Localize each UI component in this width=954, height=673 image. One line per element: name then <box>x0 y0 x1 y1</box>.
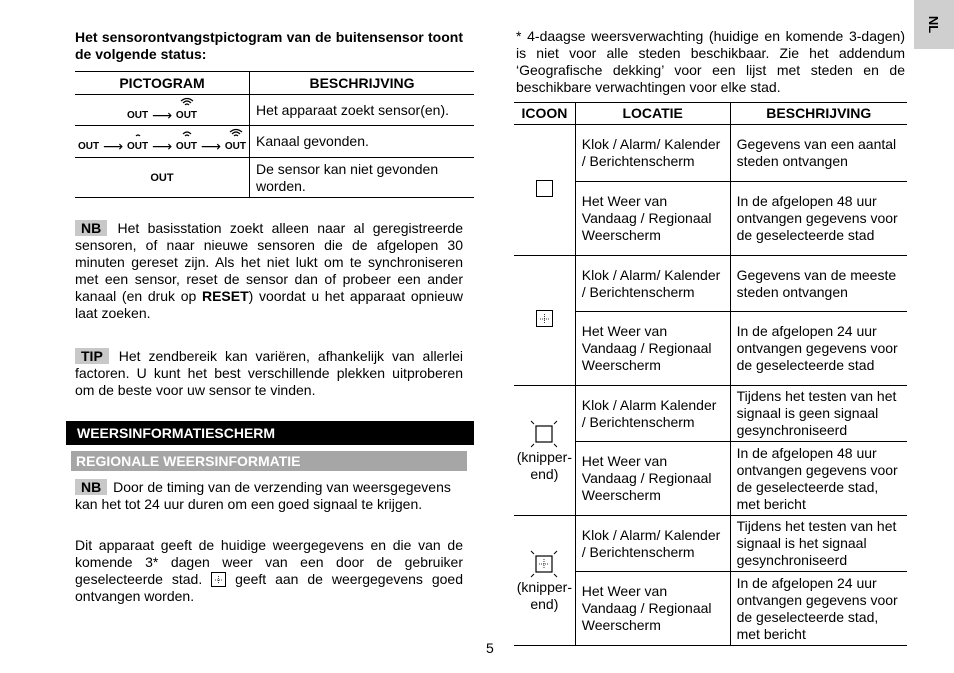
blinking-signal-square-icon <box>529 549 559 579</box>
out-signal-medium-icon: OUT <box>176 128 197 155</box>
icon-cell <box>514 516 575 646</box>
location-cell: Klok / Alarm/ Kalender / Berichtenscherm <box>575 516 730 572</box>
arrow-right-icon: ⟶ <box>151 106 173 123</box>
location-cell: Het Weer van Vandaag / Regionaal Weerscherm <box>575 312 730 386</box>
out-signal-icon: OUT <box>176 97 197 124</box>
arrow-right-icon: ⟶ <box>151 138 173 154</box>
page-number: 5 <box>486 640 494 656</box>
location-cell: Het Weer van Vandaag / Regionaal Weerscherm <box>575 182 730 256</box>
nb-badge: NB <box>75 479 107 495</box>
description-cell: In de afgelopen 48 uur ontvangen gegevens voor de geselecteerde stad, met bericht <box>730 442 907 516</box>
nb-badge: NB <box>75 220 107 236</box>
location-cell: Het Weer van Vandaag / Regionaal Weerscherm <box>575 442 730 516</box>
icon-table <box>514 102 907 646</box>
empty-square-icon <box>536 180 553 197</box>
location-cell: Het Weer van Vandaag / Regionaal Weerscherm <box>575 572 730 646</box>
description-cell: In de afgelopen 24 uur ontvangen gegevens voor de geselecteerde stad, met bericht <box>730 572 907 646</box>
description-cell: De sensor kan niet gevonden worden. <box>250 158 475 198</box>
blink-note: (knipper-end) <box>516 448 572 482</box>
out-icon: OUT <box>126 109 149 121</box>
pictogram-table <box>75 71 474 198</box>
arrow-right-icon: ⟶ <box>102 138 124 154</box>
signal-square-icon <box>211 572 226 587</box>
table-header: ICOON <box>514 103 575 125</box>
table-header: LOCATIE <box>575 103 730 125</box>
location-cell: Klok / Alarm/ Kalender / Berichtenscherm <box>575 125 730 182</box>
section-title: WEERSINFORMATIESCHERM <box>66 421 474 445</box>
table-row <box>75 126 474 158</box>
icon-cell <box>514 386 575 516</box>
pictogram-cell <box>75 126 250 158</box>
language-tab-label: NL <box>926 15 942 34</box>
description-cell: In de afgelopen 24 uur ontvangen gegevens voor de geselecteerde stad <box>730 312 907 386</box>
description-cell: Kanaal gevonden. <box>250 126 475 158</box>
out-signal-weak-icon: OUT <box>127 128 148 155</box>
description-cell: Gegevens van de meeste steden ontvangen <box>730 256 907 312</box>
icon-cell <box>514 125 575 256</box>
tip-block: TIP Het zendbereik kan variëren, afhankelijk van allerlei factoren. U kunt het best verschillende plekken uitproberen om de beste voor uw sensor te vinden. <box>75 348 464 398</box>
language-tab <box>914 0 954 49</box>
out-icon: OUT <box>77 141 100 152</box>
out-signal-full-icon: OUT <box>225 128 246 155</box>
pictogram-cell <box>75 95 250 126</box>
location-cell: Klok / Alarm/ Kalender / Berichtenscherm <box>575 256 730 312</box>
blink-note: (knipper-end) <box>516 578 572 612</box>
table-header: BESCHRIJVING <box>730 103 907 125</box>
location-cell: Klok / Alarm Kalender / Berichtenscherm <box>575 386 730 442</box>
table-row <box>514 125 907 182</box>
table-row <box>514 386 907 442</box>
arrow-right-icon: ⟶ <box>200 138 221 154</box>
pictogram-cell <box>75 158 250 198</box>
table-row <box>514 256 907 312</box>
body-paragraph: Dit apparaat geeft de huidige weergegevens en die van de komende 3* dagen weer van een door de gebruiker geselecteerde stad. geeft aan de weergegevens goed ontvangen worden. <box>75 537 463 604</box>
table-row <box>75 95 474 126</box>
note-block: NB Het basisstation zoekt alleen naar al geregistreerde sensoren, of naar nieuwe sensoren die de afgelopen 30 minuten gereset zijn. Als het niet lukt om te synchroniseren met een sensor, reset de sensor dan of probeer een ander kanaal (en druk op RESET) voordat u het apparaat opnieuw laat zoeken. <box>75 220 464 321</box>
table-header: BESCHRIJVING <box>250 72 475 95</box>
description-cell: Tijdens het testen van het signaal is geen signaal gesynchroniseerd <box>730 386 907 442</box>
tip-badge: TIP <box>75 348 109 364</box>
table-row <box>514 516 907 572</box>
table-header: PICTOGRAM <box>75 72 250 95</box>
signal-square-icon <box>536 310 553 327</box>
description-cell: Gegevens van een aantal steden ontvangen <box>730 125 907 182</box>
table-row <box>75 158 474 198</box>
note-block: NB Door de timing van de verzending van weersgegevens kan het tot 24 uur duren om een goed signaal te krijgen. <box>75 479 451 512</box>
intro-text: Het sensorontvangstpictogram van de buitensensor toont de volgende status: <box>75 29 463 62</box>
description-cell: In de afgelopen 48 uur ontvangen gegevens voor de geselecteerde stad <box>730 182 907 256</box>
subsection-title: REGIONALE WEERSINFORMATIE <box>71 451 467 471</box>
out-icon: OUT <box>150 172 174 184</box>
blinking-empty-square-icon <box>529 419 559 449</box>
footnote: * 4-daagse weersverwachting (huidige en komende 3-dagen) is niet voor alle steden beschikbaar. Zie het addendum ‘Geografische dekking’ voor een lijst met steden en de beschikbare verwachtingen voor elke stad. <box>516 28 905 95</box>
reset-keyword: RESET <box>201 288 249 304</box>
description-cell: Het apparaat zoekt sensor(en). <box>250 95 475 126</box>
icon-cell <box>514 256 575 386</box>
description-cell: Tijdens het testen van het signaal is het signaal gesynchroniseerd <box>730 516 907 572</box>
